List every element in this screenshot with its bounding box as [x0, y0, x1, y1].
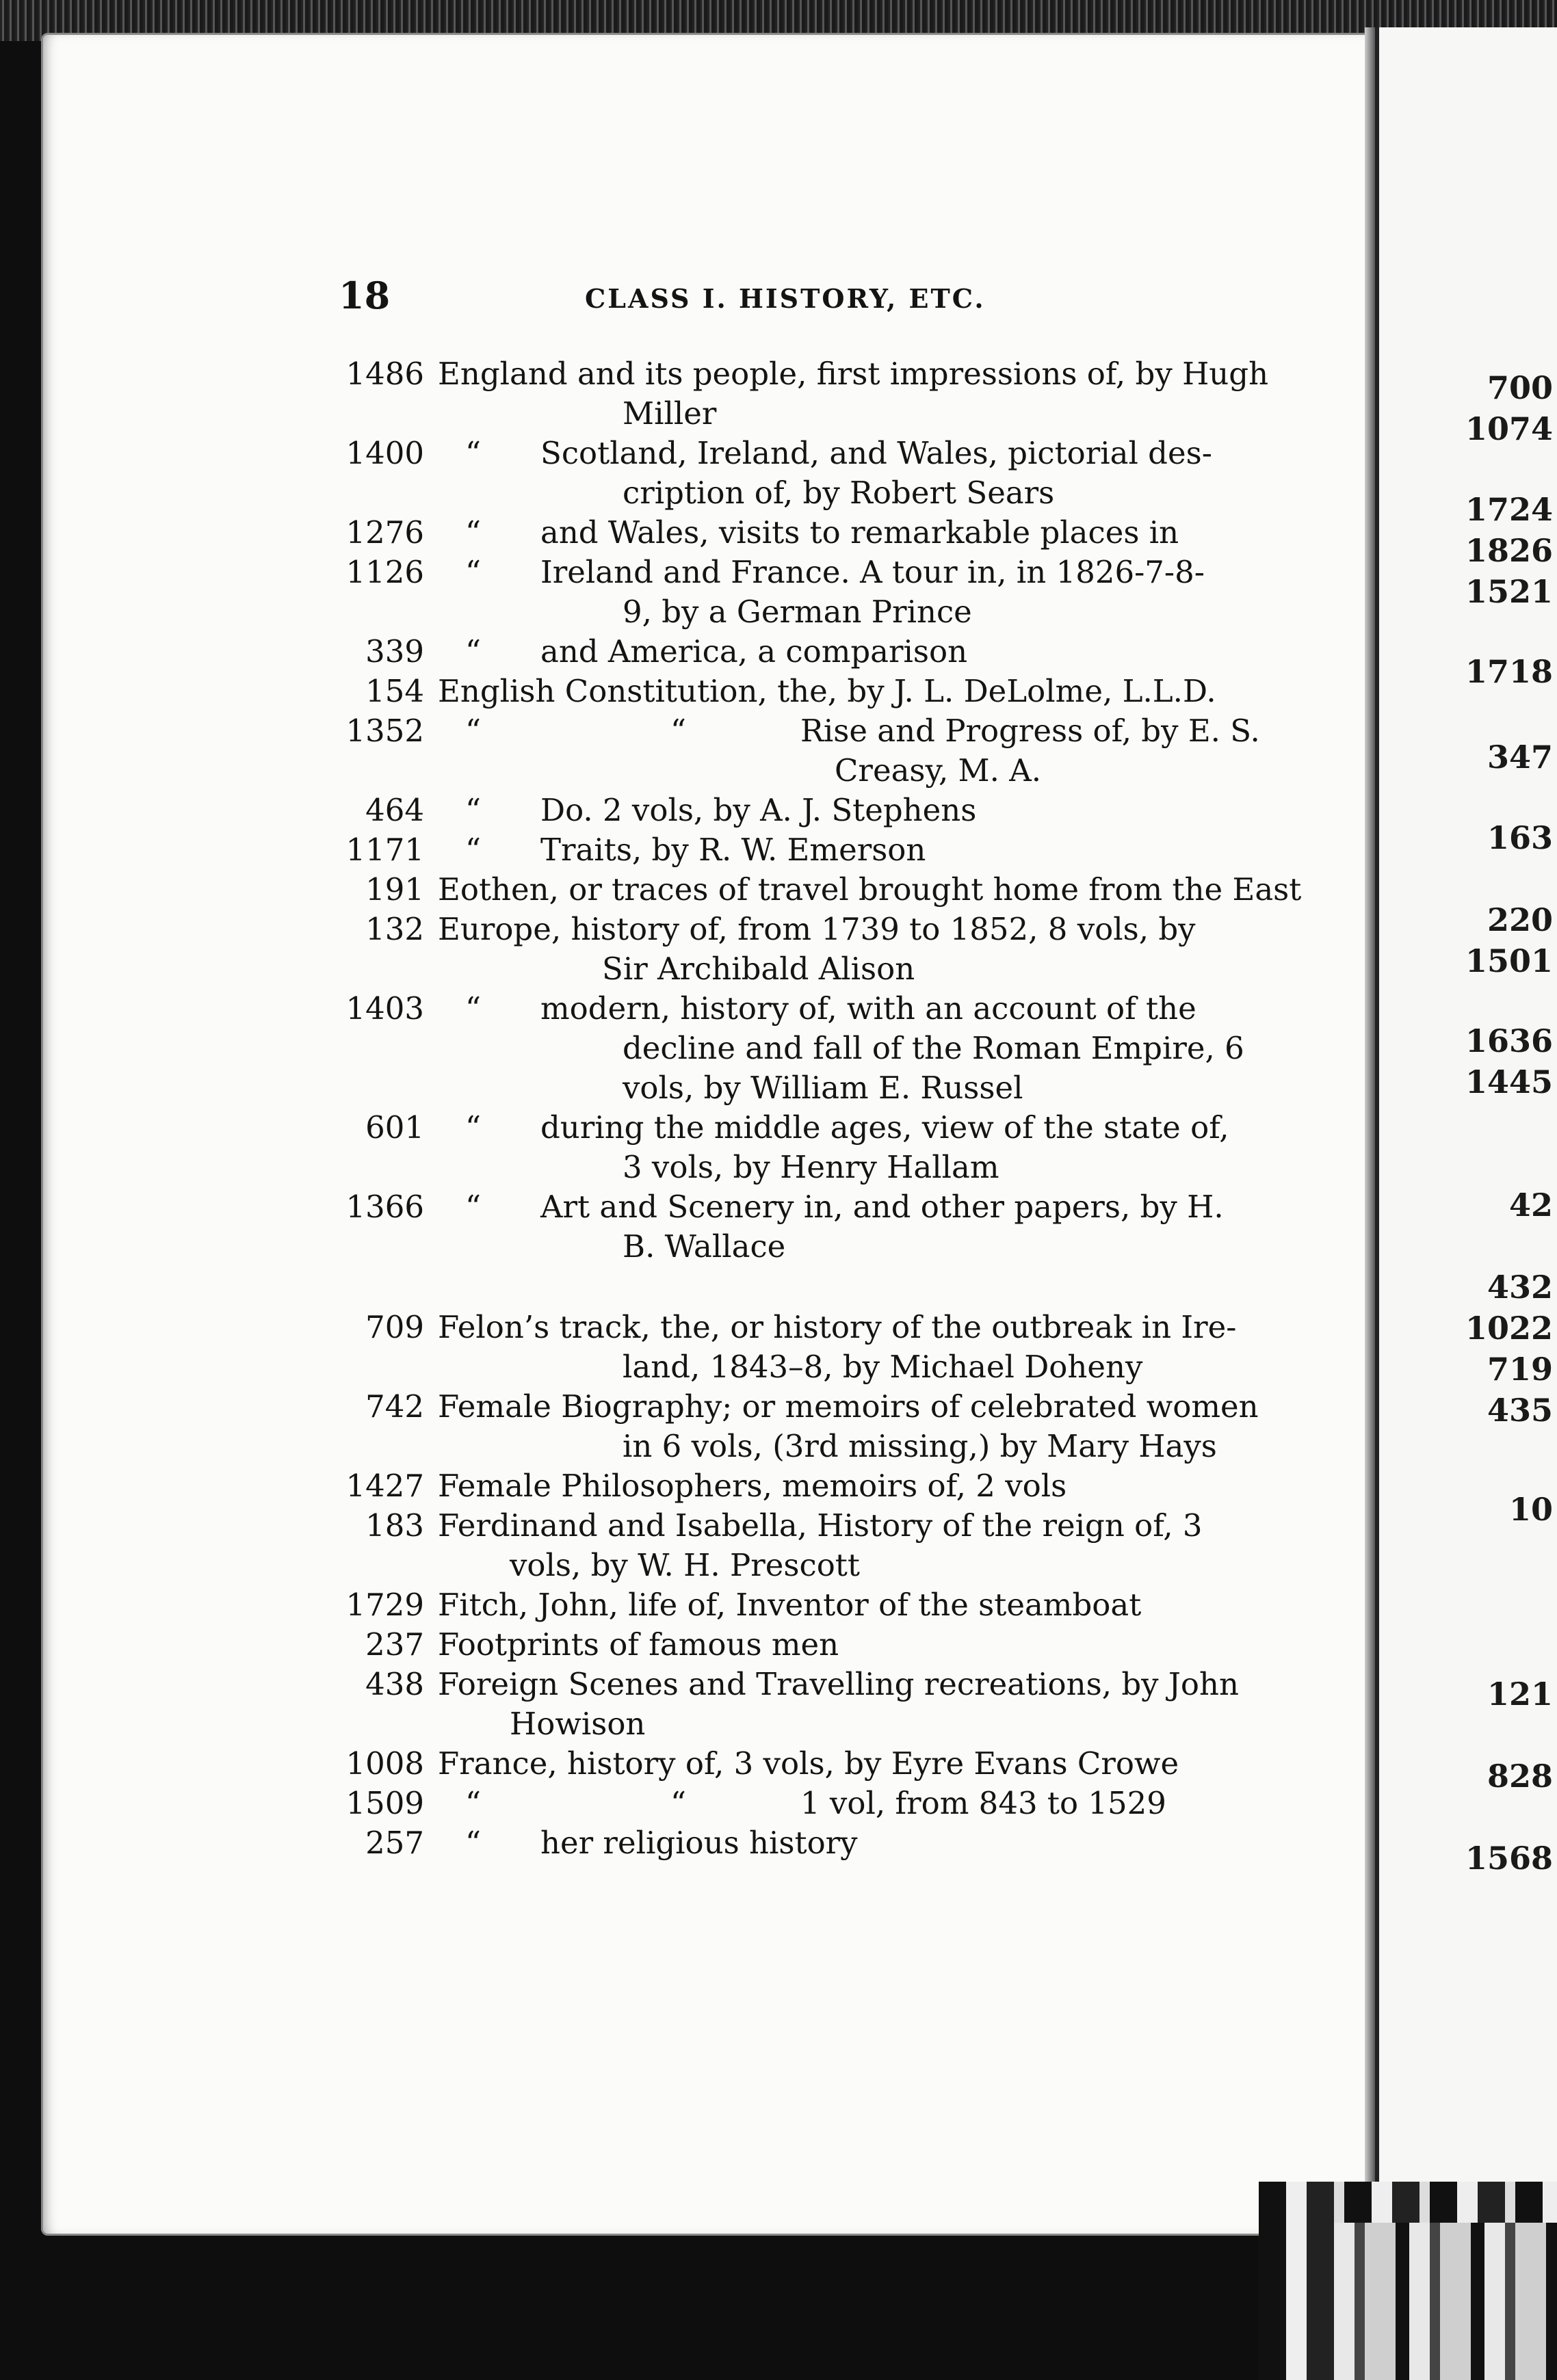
entry-title: Foreign Scenes and Travelling recreations, by John	[438, 1666, 1239, 1702]
facing-page-numbers	[1464, 0, 1557, 2380]
entry-continuation: cription of, by Robert Sears	[623, 475, 1055, 511]
entry-number: 154	[365, 673, 424, 709]
entry-number: 1352	[345, 713, 424, 749]
facing-entry-number: 435	[1487, 1392, 1553, 1429]
entry-title: “ and Wales, visits to remarkable places in	[438, 513, 1300, 553]
entry-title: “ Traits, by R. W. Emerson	[438, 830, 1300, 870]
facing-entry-number: 1022	[1465, 1310, 1553, 1347]
facing-entry-number: 42	[1508, 1187, 1553, 1224]
entry-number: 601	[365, 1109, 424, 1146]
entry-number: 1403	[345, 990, 424, 1027]
catalog-entry	[328, 1108, 1300, 1187]
facing-entry-number: 347	[1487, 739, 1553, 776]
ditto-mark: “	[465, 435, 482, 471]
catalog-entry	[328, 830, 1300, 870]
entry-title: Ferdinand and Isabella, History of the reign of, 3	[438, 1507, 1203, 1544]
facing-entry-number: 1636	[1465, 1022, 1553, 1059]
ditto-mark: “	[465, 1109, 482, 1146]
ditto-mark: “	[465, 832, 482, 868]
catalog-entry	[328, 870, 1300, 910]
catalog-entry	[328, 1506, 1300, 1585]
catalog-entry	[328, 1823, 1300, 1863]
catalog-entry	[328, 632, 1300, 672]
ditto-mark: “	[670, 1785, 687, 1821]
entry-number: 709	[365, 1309, 424, 1345]
section-gap	[328, 1267, 1300, 1308]
catalog-entry	[328, 711, 1300, 791]
entry-continuation: decline and fall of the Roman Empire, 6	[623, 1030, 1244, 1066]
catalog-entry	[328, 989, 1300, 1108]
entry-number: 1276	[345, 514, 424, 551]
facing-entry-number: 719	[1487, 1351, 1553, 1388]
entry-number: 191	[365, 871, 424, 908]
catalog-entry	[328, 354, 1300, 434]
entry-title: Felon’s track, the, or history of the outbreak in Ire-	[438, 1309, 1237, 1345]
entry-number: 237	[365, 1626, 424, 1663]
catalog-entry	[328, 1585, 1300, 1625]
catalog-entry	[328, 1308, 1300, 1387]
entry-continuation: vols, by W. H. Prescott	[510, 1547, 860, 1583]
entry-number: 1729	[345, 1587, 424, 1623]
entry-title: “ her religious history	[438, 1823, 1300, 1863]
catalog-entry	[328, 1665, 1300, 1744]
catalog-entry	[328, 672, 1300, 711]
entry-number: 464	[365, 792, 424, 828]
entry-number: 1366	[345, 1189, 424, 1225]
entry-continuation: Sir Archibald Alison	[602, 951, 915, 987]
entry-continuation: land, 1843–8, by Michael Doheny	[623, 1349, 1143, 1385]
entry-number: 1400	[345, 435, 424, 471]
entry-continuation: vols, by William E. Russel	[623, 1070, 1023, 1106]
facing-entry-number: 1718	[1465, 653, 1553, 690]
facing-entry-number: 1826	[1465, 532, 1553, 569]
entry-number: 257	[365, 1825, 424, 1861]
entry-continuation: Creasy, M. A.	[835, 752, 1042, 789]
entry-title: France, history of, 3 vols, by Eyre Evans Crowe	[438, 1745, 1179, 1782]
entry-number: 1486	[345, 356, 424, 392]
entry-title: Eothen, or traces of travel brought home from the East	[438, 871, 1302, 908]
catalog-entry	[328, 791, 1300, 830]
entry-title: Female Philosophers, memoirs of, 2 vols	[438, 1468, 1067, 1504]
entry-title: Europe, history of, from 1739 to 1852, 8 vols, by	[438, 911, 1196, 947]
entry-title: “ Scotland, Ireland, and Wales, pictorial des-	[438, 434, 1300, 473]
facing-entry-number: 1501	[1465, 942, 1553, 979]
catalog-entry	[328, 1625, 1300, 1665]
entry-continuation: B. Wallace	[623, 1228, 786, 1265]
ditto-mark: “	[465, 1825, 482, 1861]
facing-entry-number: 1074	[1465, 410, 1553, 447]
entry-continuation: Miller	[623, 395, 717, 432]
catalog-entry	[328, 1187, 1300, 1267]
entry-number: 183	[365, 1507, 424, 1544]
running-head: CLASS I. HISTORY, ETC.	[585, 283, 986, 314]
facing-entry-number: 163	[1487, 819, 1553, 856]
entry-title: “ during the middle ages, view of the state of,	[438, 1108, 1300, 1148]
facing-entry-number: 121	[1487, 1676, 1553, 1713]
catalog-entry	[328, 1387, 1300, 1466]
facing-entry-number: 1521	[1465, 573, 1553, 610]
catalog-entry	[328, 910, 1300, 989]
entry-number: 1008	[345, 1745, 424, 1782]
page-number: 18	[339, 274, 391, 317]
catalog-entry	[328, 1466, 1300, 1506]
entry-title: Fitch, John, life of, Inventor of the steamboat	[438, 1587, 1142, 1623]
ditto-mark: “	[465, 1785, 482, 1821]
entry-title: England and its people, first impressions of, by Hugh	[438, 356, 1269, 392]
catalog-entry	[328, 553, 1300, 632]
entry-title: English Constitution, the, by J. L. DeLolme, L.L.D.	[438, 673, 1216, 709]
ditto-mark: “	[465, 554, 482, 590]
facing-entry-number: 1568	[1465, 1840, 1553, 1877]
entry-continuation: 3 vols, by Henry Hallam	[623, 1149, 999, 1185]
facing-entry-number: 700	[1487, 369, 1553, 406]
ditto-mark: “	[465, 514, 482, 551]
entry-number: 1171	[345, 832, 424, 868]
entry-title: “ “ 1 vol, from 843 to 1529	[438, 1784, 1300, 1823]
facing-entry-number: 220	[1487, 901, 1553, 938]
entry-continuation: 9, by a German Prince	[623, 594, 972, 630]
entry-title: “ Art and Scenery in, and other papers, by H.	[438, 1187, 1300, 1227]
facing-entry-number: 1445	[1465, 1063, 1553, 1100]
entry-number: 742	[365, 1388, 424, 1425]
catalog-entry	[328, 513, 1300, 553]
entry-number: 1427	[345, 1468, 424, 1504]
entry-number: 339	[365, 633, 424, 670]
entry-title: “ “ Rise and Progress of, by E. S.	[438, 711, 1300, 751]
entry-title: “ modern, history of, with an account of the	[438, 989, 1300, 1029]
facing-entry-number: 432	[1487, 1269, 1553, 1306]
entry-title: “ Do. 2 vols, by A. J. Stephens	[438, 791, 1300, 830]
ditto-mark: “	[465, 713, 482, 749]
ditto-mark: “	[465, 1189, 482, 1225]
catalog-entries	[328, 354, 1300, 1863]
ditto-mark: “	[465, 990, 482, 1027]
facing-entry-number: 10	[1508, 1491, 1553, 1528]
entry-number: 1509	[345, 1785, 424, 1821]
entry-number: 1126	[345, 554, 424, 590]
entry-continuation: Howison	[510, 1706, 646, 1742]
facing-entry-number: 828	[1487, 1758, 1553, 1795]
catalog-entry	[328, 1784, 1300, 1823]
facing-entry-number: 1724	[1465, 491, 1553, 528]
catalog-entry	[328, 1744, 1300, 1784]
ditto-mark: “	[465, 792, 482, 828]
page-header	[339, 274, 1296, 321]
entry-title: “ and America, a comparison	[438, 632, 1300, 672]
ditto-mark: “	[465, 633, 482, 670]
catalog-entry	[328, 434, 1300, 513]
entry-number: 132	[365, 911, 424, 947]
entry-number: 438	[365, 1666, 424, 1702]
ditto-mark: “	[670, 713, 687, 749]
entry-continuation: in 6 vols, (3rd missing,) by Mary Hays	[623, 1428, 1217, 1464]
entry-title: Footprints of famous men	[438, 1626, 839, 1663]
entry-title: Female Biography; or memoirs of celebrated women	[438, 1388, 1259, 1425]
entry-title: “ Ireland and France. A tour in, in 1826-7-8-	[438, 553, 1300, 592]
